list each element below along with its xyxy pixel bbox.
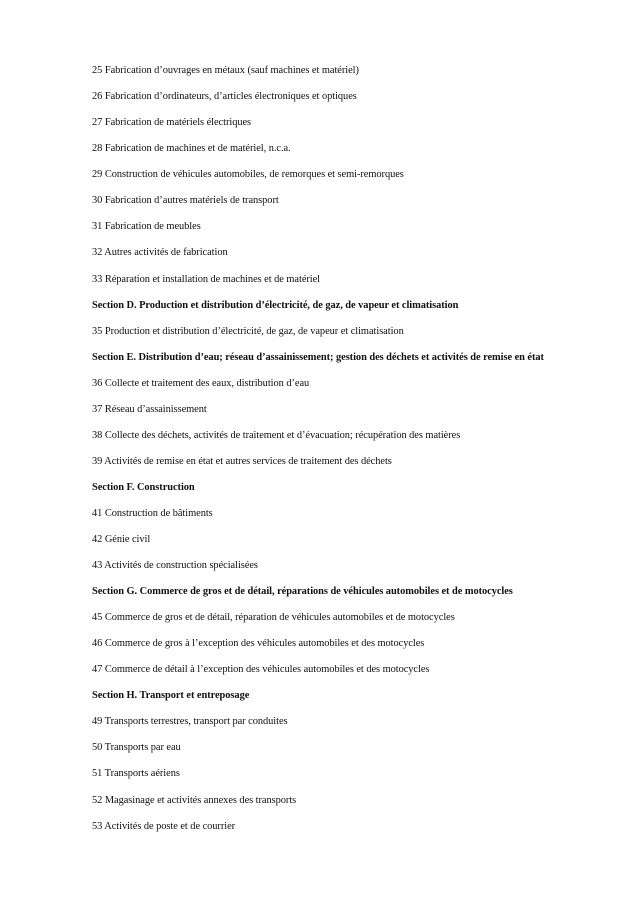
- list-item: 29 Construction de véhicules automobiles, de remorques et semi-remorques: [92, 169, 404, 180]
- list-item: 25 Fabrication d’ouvrages en métaux (sauf machines et matériel): [92, 65, 359, 76]
- list-item: 45 Commerce de gros et de détail, réparation de véhicules automobiles et de motocycles: [92, 612, 455, 623]
- section-heading-g: Section G. Commerce de gros et de détail, réparations de véhicules automobiles et de motocycles: [92, 586, 513, 597]
- list-item: 52 Magasinage et activités annexes des transports: [92, 795, 297, 806]
- list-item: 50 Transports par eau: [92, 742, 181, 753]
- list-item: 32 Autres activités de fabrication: [92, 247, 228, 258]
- list-item: 43 Activités de construction spécialisées: [92, 560, 258, 571]
- list-item: 30 Fabrication d’autres matériels de transport: [92, 195, 279, 206]
- section-heading-h: Section H. Transport et entreposage: [92, 690, 250, 701]
- list-item: 47 Commerce de détail à l’exception des véhicules automobiles et des motocycles: [92, 664, 430, 675]
- list-item: 53 Activités de poste et de courrier: [92, 821, 236, 832]
- list-item: 26 Fabrication d’ordinateurs, d’articles électroniques et optiques: [92, 91, 357, 102]
- list-item: 42 Génie civil: [92, 534, 151, 545]
- list-item: 28 Fabrication de machines et de matériel, n.c.a.: [92, 143, 291, 154]
- list-item: 46 Commerce de gros à l’exception des véhicules automobiles et des motocycles: [92, 638, 425, 649]
- list-item: 49 Transports terrestres, transport par conduites: [92, 716, 288, 727]
- list-item: 36 Collecte et traitement des eaux, distribution d’eau: [92, 378, 310, 389]
- section-heading-d: Section D. Production et distribution d’électricité, de gaz, de vapeur et climatisation: [92, 300, 459, 311]
- list-item: 35 Production et distribution d’électricité, de gaz, de vapeur et climatisation: [92, 326, 404, 337]
- list-item: 41 Construction de bâtiments: [92, 508, 213, 519]
- list-item: 37 Réseau d’assainissement: [92, 404, 207, 415]
- list-item: 38 Collecte des déchets, activités de traitement et d’évacuation; récupération des matières: [92, 430, 461, 441]
- list-item: 31 Fabrication de meubles: [92, 221, 201, 232]
- section-heading-e: Section E. Distribution d’eau; réseau d’assainissement; gestion des déchets et activités de remise en état: [92, 352, 544, 363]
- list-item: 33 Réparation et installation de machines et de matériel: [92, 274, 321, 285]
- list-item: 39 Activités de remise en état et autres services de traitement des déchets: [92, 456, 392, 467]
- list-item: 27 Fabrication de matériels électriques: [92, 117, 252, 128]
- list-item: 51 Transports aériens: [92, 768, 180, 779]
- section-heading-f: Section F. Construction: [92, 482, 195, 493]
